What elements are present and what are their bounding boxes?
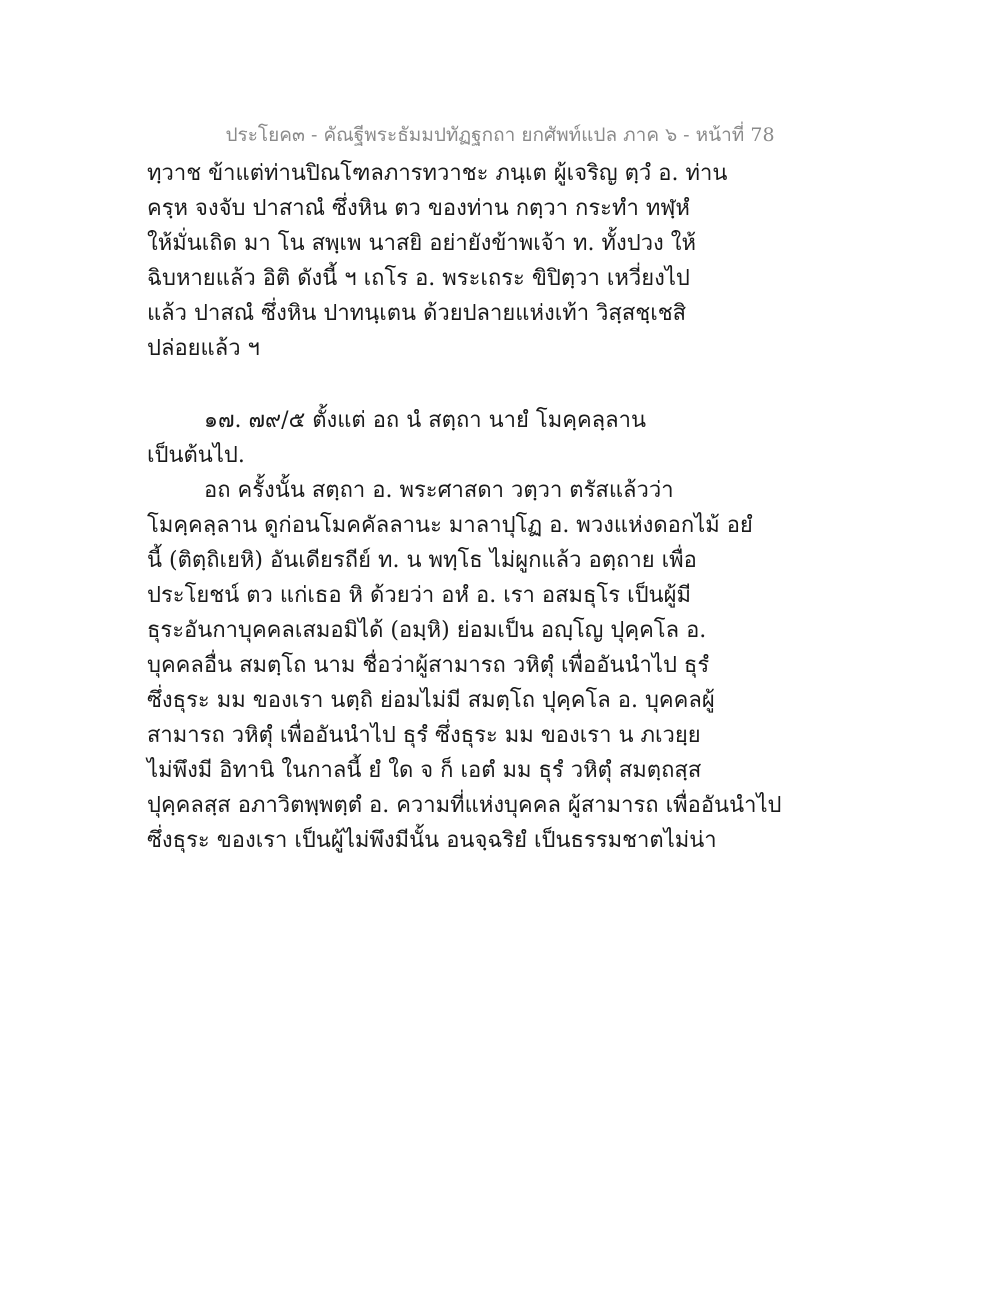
text-line: แล้ว ปาสณํ ซึ่งหิน ปาทนฺเตน ด้วยปลายแห่งเท้า วิสฺสชฺเชสิ (147, 301, 687, 326)
text-line: สามารถ วหิตุํ เพื่ออันนำไป ธุรํ ซึ่งธุระ มม ของเรา น ภเวยฺย (147, 723, 701, 748)
text-line: บุคคลอื่น สมตฺโถ นาม ชื่อว่าผู้สามารถ วหิตุํ เพื่ออันนำไป ธุรํ (147, 653, 710, 678)
text-line: ครฺห จงจับ ปาสาณํ ซึ่งหิน ตว ของท่าน กตฺวา กระทำ ทฬฺหํ (147, 196, 690, 221)
text-line: โมคฺคลฺลาน ดูก่อนโมคคัลลานะ มาลาปุโฏ อ. พวงแห่งดอกไม้ อยํ (147, 513, 753, 538)
paragraph-gap (147, 366, 887, 403)
text-line: ฉิบหายแล้ว อิติ ดังนี้ ฯ เถโร อ. พระเถระ ขิปิตฺวา เหวี่ยงไป (147, 266, 690, 291)
text-line: ปล่อยแล้ว ฯ (147, 336, 260, 361)
text-line: ซึ่งธุระ มม ของเรา นตฺถิ ย่อมไม่มี สมตฺโถ ปุคฺคโล อ. บุคคลผู้ (147, 688, 715, 713)
paragraph (147, 156, 887, 366)
text-line: ธุระอันกาบุคคลเสมอมิได้ (อมฺหิ) ย่อมเป็น อญฺโญ ปุคฺคโล อ. (147, 618, 707, 643)
section-heading (147, 403, 887, 473)
text-line: ไม่พึงมี อิทานิ ในกาลนี้ ยํ ใด จ ก็ เอตํ มม ธุรํ วหิตุํ สมตฺถสฺส (147, 758, 702, 783)
text-line: ซึ่งธุระ ของเรา เป็นผู้ไม่พึงมีนั้น อนจฺฉริยํ เป็นธรรมชาตไม่น่า (147, 828, 717, 853)
text-line: ทฺวาช ข้าแต่ท่านปิณโฑลภารทวาชะ ภนฺเต ผู้เจริญ ตฺวํ อ. ท่าน (147, 161, 728, 186)
text-line: ๑๗. ๗๙/๕ ตั้งแต่ อถ นํ สตฺถา นายํ โมคฺคลฺลาน (204, 408, 647, 433)
body-text (147, 156, 887, 858)
page-header: ประโยค๓ - คัณฐีพระธัมมปทัฏฐกถา ยกศัพท์แปล ภาค ๖ - หน้าที่ 78 (225, 124, 775, 146)
text-line: ประโยชน์ ตว แก่เธอ หิ ด้วยว่า อหํ อ. เรา อสมธุโร เป็นผู้มี (147, 583, 691, 608)
text-line: ให้มั่นเถิด มา โน สพฺเพ นาสยิ อย่ายังข้าพเจ้า ท. ทั้งปวง ให้ (147, 231, 697, 256)
text-line: ปุคฺคลสฺส อภาวิตพฺพตฺตํ อ. ความที่แห่งบุคคล ผู้สามารถ เพื่ออันนำไป (147, 793, 782, 818)
text-line: เป็นต้นไป. (147, 443, 245, 468)
text-line: นี้ (ติตฺถิเยหิ) อันเดียรถีย์ ท. น พทฺโธ ไม่ผูกแล้ว อตฺถาย เพื่อ (147, 548, 697, 573)
text-line: อถ ครั้งนั้น สตฺถา อ. พระศาสดา วตฺวา ตรัสแล้วว่า (204, 478, 674, 503)
paragraph (147, 473, 887, 858)
